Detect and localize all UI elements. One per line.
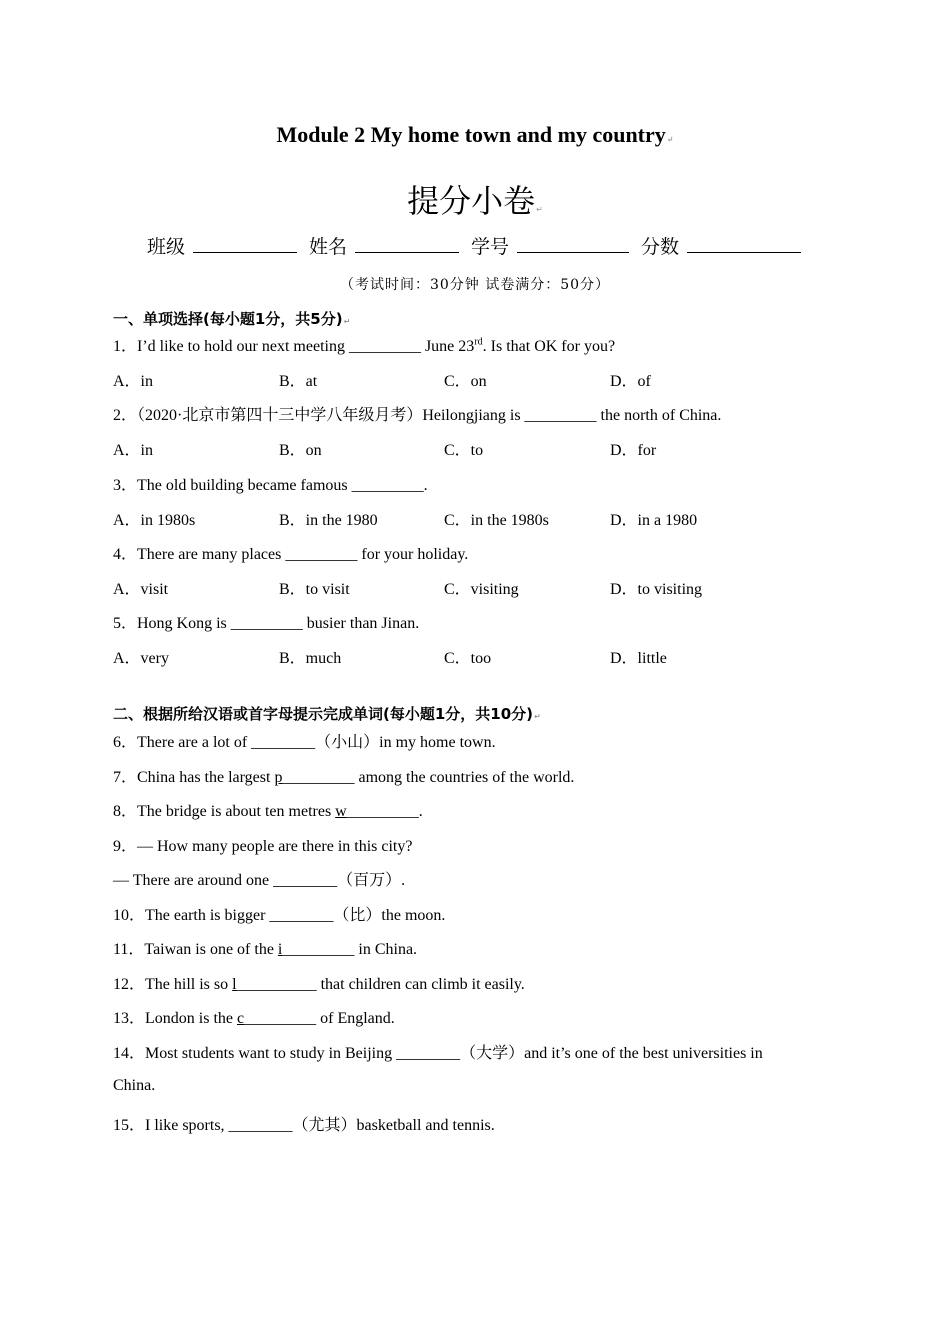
option-c[interactable]: C．in the 1980s	[444, 512, 549, 529]
option-d[interactable]: D．of	[610, 373, 651, 390]
question-1-options	[113, 368, 813, 388]
option-b[interactable]: B．on	[279, 442, 322, 459]
question-9: 9．— How many people are there in this city?	[113, 838, 413, 855]
option-b[interactable]: B．at	[279, 373, 318, 390]
option-a[interactable]: A．in	[113, 442, 154, 459]
score-field[interactable]	[687, 232, 801, 253]
question-6: 6．There are a lot of ________（小山）in my home town.	[113, 734, 496, 751]
option-a[interactable]: A．very	[113, 650, 169, 667]
question-4-options	[113, 576, 813, 596]
option-b[interactable]: B．in the 1980	[279, 512, 378, 529]
option-c[interactable]: C．on	[444, 373, 487, 390]
option-d[interactable]: D．for	[610, 442, 657, 459]
question-5-options	[113, 645, 813, 665]
question-11: 11．Taiwan is one of the i_________ in China.	[113, 941, 418, 958]
option-a[interactable]: A．in	[113, 373, 154, 390]
section2-heading: 二、根据所给汉语或首字母提示完成单词(每小题1分，共10分)↵	[113, 705, 541, 723]
question-15: 15．I like sports, ________（尤其）basketball and tennis.	[113, 1117, 495, 1134]
option-d[interactable]: D．to visiting	[610, 581, 703, 598]
page-subtitle: 提分小卷↵	[407, 182, 543, 220]
student-number-field[interactable]	[517, 232, 629, 253]
question-2-options	[113, 437, 813, 457]
class-field[interactable]	[193, 232, 297, 253]
option-b[interactable]: B．much	[279, 650, 342, 667]
option-d[interactable]: D．little	[610, 650, 667, 667]
question-10: 10．The earth is bigger ________（比）the moon.	[113, 907, 446, 924]
question-3-options	[113, 507, 813, 527]
student-info-row	[147, 232, 801, 259]
name-field[interactable]	[355, 232, 459, 253]
question-14-continued: China.	[113, 1077, 156, 1094]
option-a[interactable]: A．in 1980s	[113, 512, 196, 529]
page-title: Module 2 My home town and my country↵	[276, 122, 674, 147]
question-1: 1．I’d like to hold our next meeting _________ June 23rd. Is that OK for you?	[113, 336, 616, 355]
exam-note: （考试时间：30分钟 试卷满分：50分）	[339, 277, 611, 293]
option-c[interactable]: C．to	[444, 442, 484, 459]
question-5: 5．Hong Kong is _________ busier than Jinan.	[113, 615, 420, 632]
option-c[interactable]: C．too	[444, 650, 492, 667]
question-3: 3．The old building became famous _________.	[113, 477, 428, 494]
section1-heading: 一、单项选择(每小题1分，共5分)↵	[113, 310, 351, 328]
student-number-label: 学号	[471, 236, 510, 258]
question-7: 7．China has the largest p_________ among the countries of the world.	[113, 769, 575, 786]
question-14: 14．Most students want to study in Beijing ________（大学）and it’s one of the best universities in	[113, 1045, 763, 1062]
option-b[interactable]: B．to visit	[279, 581, 350, 598]
name-label: 姓名	[309, 236, 348, 258]
question-13: 13．London is the c_________ of England.	[113, 1010, 395, 1027]
question-12: 12．The hill is so l__________ that children can climb it easily.	[113, 976, 525, 993]
score-label: 分数	[641, 236, 680, 258]
class-label: 班级	[147, 236, 186, 258]
question-2: 2．（2020·北京市第四十三中学八年级月考）Heilongjiang is _________ the north of China.	[113, 407, 722, 424]
question-9-answer-line: — There are around one ________（百万）.	[113, 872, 406, 889]
option-c[interactable]: C．visiting	[444, 581, 519, 598]
question-8: 8．The bridge is about ten metres w_________.	[113, 803, 423, 820]
option-d[interactable]: D．in a 1980	[610, 512, 698, 529]
question-4: 4．There are many places _________ for your holiday.	[113, 546, 469, 563]
option-a[interactable]: A．visit	[113, 581, 169, 598]
